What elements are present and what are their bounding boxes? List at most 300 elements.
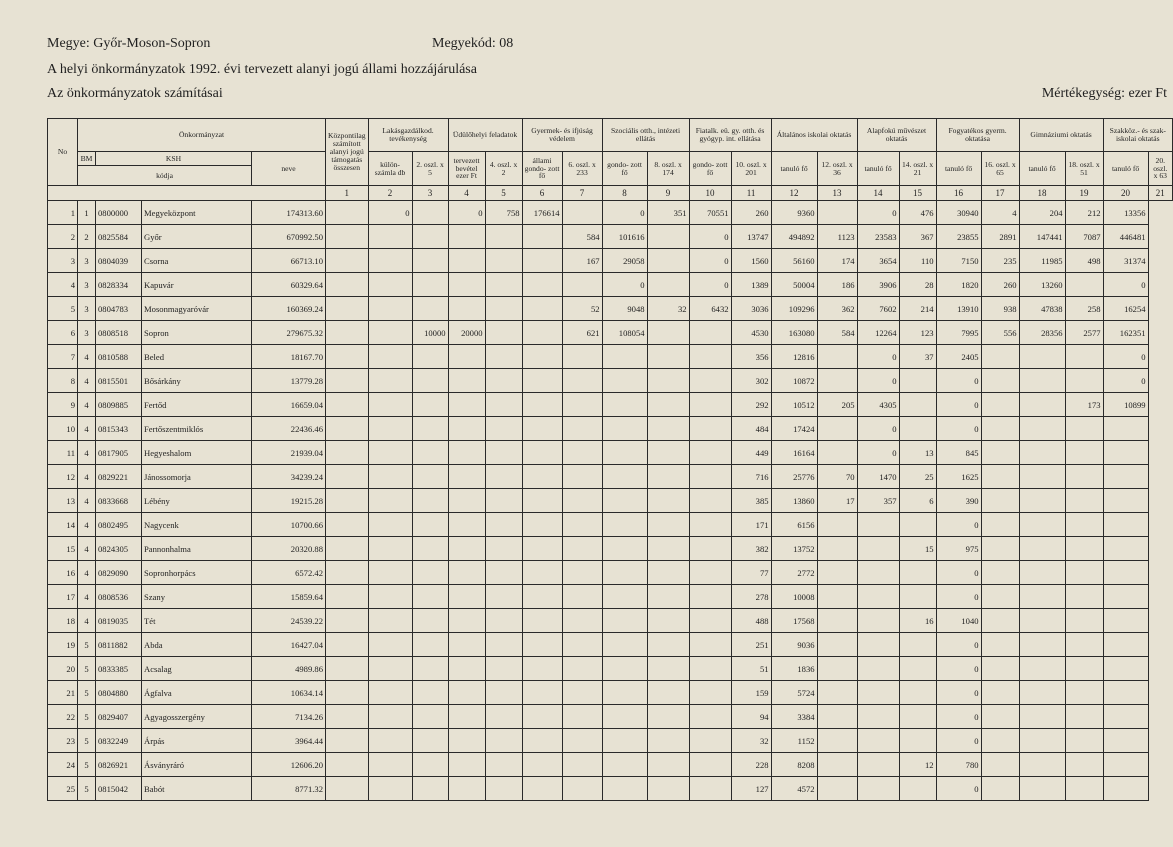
value-cell <box>562 345 602 369</box>
value-cell <box>1019 729 1065 753</box>
value-cell: 7087 <box>1065 225 1103 249</box>
subheader-cell: tervezett bevétel ezer Ft <box>448 152 485 186</box>
value-cell: 13779.28 <box>252 369 326 393</box>
value-cell: 13356 <box>1103 201 1148 225</box>
value-cell <box>326 681 369 705</box>
value-cell: 0 <box>1103 273 1148 297</box>
value-cell: 0 <box>857 345 899 369</box>
value-cell: 70 <box>817 465 857 489</box>
value-cell <box>1065 729 1103 753</box>
value-cell <box>981 465 1019 489</box>
value-cell <box>981 753 1019 777</box>
value-cell <box>1065 369 1103 393</box>
ksh-code: 0815042 <box>96 777 142 801</box>
value-cell <box>326 393 369 417</box>
value-cell: 16 <box>899 609 936 633</box>
value-cell <box>412 465 448 489</box>
value-cell: 3384 <box>771 705 817 729</box>
value-cell <box>857 537 899 561</box>
value-cell <box>602 705 647 729</box>
value-cell: 1836 <box>771 657 817 681</box>
value-cell: 70551 <box>689 201 731 225</box>
column-number-row <box>48 186 1173 201</box>
header-lakas: Lakásgazdálkod. tevékenység <box>368 119 448 152</box>
value-cell <box>817 657 857 681</box>
value-cell <box>368 561 412 585</box>
value-cell <box>647 393 689 417</box>
value-cell <box>485 321 522 345</box>
ksh-code: 0809885 <box>96 393 142 417</box>
value-cell <box>647 561 689 585</box>
value-cell: 29058 <box>602 249 647 273</box>
value-cell <box>1065 537 1103 561</box>
value-cell: 22436.46 <box>252 417 326 441</box>
value-cell <box>448 585 485 609</box>
value-cell: 390 <box>936 489 981 513</box>
municipality-name: Nagycenk <box>142 513 252 537</box>
value-cell: 0 <box>857 441 899 465</box>
subheader-cell: állami gondo- zott fő <box>522 152 562 186</box>
row-number: 13 <box>48 489 78 513</box>
value-cell: 127 <box>731 777 771 801</box>
value-cell <box>817 609 857 633</box>
row-number: 11 <box>48 441 78 465</box>
value-cell <box>1065 681 1103 705</box>
value-cell <box>562 537 602 561</box>
row-number: 9 <box>48 393 78 417</box>
value-cell <box>485 681 522 705</box>
value-cell <box>1019 561 1065 585</box>
value-cell <box>1065 489 1103 513</box>
ksh-code: 0817905 <box>96 441 142 465</box>
row-number: 18 <box>48 609 78 633</box>
value-cell <box>1065 633 1103 657</box>
value-cell: 0 <box>936 657 981 681</box>
value-cell <box>448 561 485 585</box>
value-cell: 3654 <box>857 249 899 273</box>
value-cell <box>412 273 448 297</box>
bm-code: 3 <box>78 297 96 321</box>
value-cell: 10899 <box>1103 393 1148 417</box>
value-cell <box>647 417 689 441</box>
value-cell <box>1103 681 1148 705</box>
value-cell: 174313.60 <box>252 201 326 225</box>
value-cell <box>485 345 522 369</box>
value-cell <box>562 705 602 729</box>
value-cell <box>562 273 602 297</box>
value-cell: 0 <box>857 369 899 393</box>
bm-code: 4 <box>78 345 96 369</box>
value-cell <box>522 417 562 441</box>
bm-code: 5 <box>78 729 96 753</box>
value-cell <box>368 297 412 321</box>
ksh-code: 0804039 <box>96 249 142 273</box>
value-cell: 356 <box>731 345 771 369</box>
value-cell <box>326 369 369 393</box>
value-cell <box>522 609 562 633</box>
value-cell <box>562 681 602 705</box>
value-cell <box>485 369 522 393</box>
value-cell <box>602 609 647 633</box>
value-cell: 228 <box>731 753 771 777</box>
value-cell <box>326 705 369 729</box>
table-row <box>48 537 1173 561</box>
value-cell: 47838 <box>1019 297 1065 321</box>
bm-code: 4 <box>78 441 96 465</box>
value-cell: 11985 <box>1019 249 1065 273</box>
value-cell: 123 <box>899 321 936 345</box>
value-cell: 12816 <box>771 345 817 369</box>
value-cell <box>368 393 412 417</box>
value-cell <box>1065 465 1103 489</box>
value-cell <box>689 465 731 489</box>
value-cell: 9048 <box>602 297 647 321</box>
value-cell <box>899 633 936 657</box>
value-cell: 13910 <box>936 297 981 321</box>
value-cell <box>857 513 899 537</box>
value-cell <box>689 321 731 345</box>
value-cell: 351 <box>647 201 689 225</box>
column-number: 2 <box>368 186 412 201</box>
value-cell: 498 <box>1065 249 1103 273</box>
value-cell <box>1019 465 1065 489</box>
ksh-code: 0825584 <box>96 225 142 249</box>
value-cell <box>689 537 731 561</box>
value-cell <box>326 609 369 633</box>
value-cell: 1560 <box>731 249 771 273</box>
row-number: 5 <box>48 297 78 321</box>
value-cell <box>981 393 1019 417</box>
value-cell: 6 <box>899 489 936 513</box>
value-cell: 7134.26 <box>252 705 326 729</box>
value-cell <box>485 753 522 777</box>
value-cell <box>412 225 448 249</box>
value-cell <box>522 369 562 393</box>
value-cell: 382 <box>731 537 771 561</box>
value-cell <box>689 345 731 369</box>
value-cell: 77 <box>731 561 771 585</box>
value-cell <box>817 417 857 441</box>
value-cell <box>1065 417 1103 441</box>
value-cell <box>647 681 689 705</box>
value-cell: 0 <box>368 201 412 225</box>
value-cell: 50004 <box>771 273 817 297</box>
value-cell: 4305 <box>857 393 899 417</box>
value-cell: 1470 <box>857 465 899 489</box>
ksh-code: 0804880 <box>96 681 142 705</box>
header-gyermek: Gyermek- és ifjúság védelem <box>522 119 602 152</box>
subheader-cell: gondo- zott fő <box>689 152 731 186</box>
value-cell <box>562 369 602 393</box>
value-cell <box>899 369 936 393</box>
value-cell: 21939.04 <box>252 441 326 465</box>
table-row <box>48 729 1173 753</box>
value-cell <box>326 345 369 369</box>
bm-code: 3 <box>78 249 96 273</box>
value-cell: 18167.70 <box>252 345 326 369</box>
value-cell <box>522 681 562 705</box>
value-cell <box>485 633 522 657</box>
value-cell: 32 <box>731 729 771 753</box>
value-cell: 10700.66 <box>252 513 326 537</box>
value-cell: 205 <box>817 393 857 417</box>
value-cell <box>981 345 1019 369</box>
value-cell <box>1019 513 1065 537</box>
value-cell <box>412 585 448 609</box>
value-cell <box>412 537 448 561</box>
value-cell <box>485 441 522 465</box>
value-cell <box>602 537 647 561</box>
value-cell <box>448 777 485 801</box>
column-number: 7 <box>562 186 602 201</box>
bm-code: 5 <box>78 753 96 777</box>
municipality-name: Pannonhalma <box>142 537 252 561</box>
value-cell: 0 <box>689 249 731 273</box>
value-cell <box>412 561 448 585</box>
value-cell: 0 <box>936 417 981 441</box>
bm-code: 4 <box>78 465 96 489</box>
ksh-code: 0826921 <box>96 753 142 777</box>
value-cell <box>412 513 448 537</box>
value-cell <box>647 705 689 729</box>
value-cell <box>689 681 731 705</box>
value-cell <box>1103 585 1148 609</box>
value-cell: 7150 <box>936 249 981 273</box>
value-cell <box>981 681 1019 705</box>
value-cell: 0 <box>936 393 981 417</box>
value-cell <box>857 633 899 657</box>
value-cell: 4 <box>981 201 1019 225</box>
value-cell: 60329.64 <box>252 273 326 297</box>
header-fogyatekos: Fogyatékos gyerm. oktatása <box>936 119 1019 152</box>
value-cell <box>647 441 689 465</box>
table-row <box>48 753 1173 777</box>
bm-code: 5 <box>78 681 96 705</box>
bm-code: 5 <box>78 777 96 801</box>
bm-code: 4 <box>78 417 96 441</box>
value-cell: 7602 <box>857 297 899 321</box>
value-cell <box>1019 393 1065 417</box>
value-cell: 212 <box>1065 201 1103 225</box>
value-cell: 214 <box>899 297 936 321</box>
value-cell <box>485 465 522 489</box>
value-cell <box>899 393 936 417</box>
value-cell: 16164 <box>771 441 817 465</box>
value-cell: 17424 <box>771 417 817 441</box>
value-cell <box>647 753 689 777</box>
value-cell: 16427.04 <box>252 633 326 657</box>
value-cell: 0 <box>936 777 981 801</box>
value-cell <box>1065 777 1103 801</box>
column-number: 20 <box>1103 186 1148 201</box>
value-cell <box>326 465 369 489</box>
column-number: 15 <box>899 186 936 201</box>
subheader-cell: 4. oszl. x 2 <box>485 152 522 186</box>
row-number: 7 <box>48 345 78 369</box>
ksh-code: 0833385 <box>96 657 142 681</box>
value-cell <box>562 465 602 489</box>
value-cell <box>562 417 602 441</box>
value-cell: 0 <box>448 201 485 225</box>
table-body <box>48 201 1173 801</box>
value-cell <box>522 273 562 297</box>
value-cell <box>522 537 562 561</box>
value-cell: 34239.24 <box>252 465 326 489</box>
value-cell: 0 <box>1103 345 1148 369</box>
value-cell <box>1103 633 1148 657</box>
value-cell <box>602 465 647 489</box>
value-cell: 975 <box>936 537 981 561</box>
value-cell: 176614 <box>522 201 562 225</box>
value-cell: 109296 <box>771 297 817 321</box>
value-cell: 24539.22 <box>252 609 326 633</box>
value-cell <box>522 441 562 465</box>
value-cell <box>981 729 1019 753</box>
value-cell: 0 <box>936 513 981 537</box>
column-number: 19 <box>1065 186 1103 201</box>
value-cell: 52 <box>562 297 602 321</box>
value-cell <box>326 777 369 801</box>
value-cell <box>448 297 485 321</box>
subheader-cell: tanuló fő <box>857 152 899 186</box>
value-cell: 758 <box>485 201 522 225</box>
value-cell <box>485 393 522 417</box>
value-cell <box>647 369 689 393</box>
value-cell: 159 <box>731 681 771 705</box>
row-number: 17 <box>48 585 78 609</box>
municipality-name: Ásványráró <box>142 753 252 777</box>
value-cell: 3036 <box>731 297 771 321</box>
subheader-cell: 14. oszl. x 21 <box>899 152 936 186</box>
municipality-name: Árpás <box>142 729 252 753</box>
value-cell: 13 <box>899 441 936 465</box>
value-cell: 10634.14 <box>252 681 326 705</box>
value-cell <box>1019 537 1065 561</box>
value-cell <box>857 681 899 705</box>
value-cell: 9036 <box>771 633 817 657</box>
value-cell: 66713.10 <box>252 249 326 273</box>
value-cell: 20000 <box>448 321 485 345</box>
value-cell <box>817 513 857 537</box>
value-cell <box>326 249 369 273</box>
row-number: 24 <box>48 753 78 777</box>
value-cell <box>1103 777 1148 801</box>
row-number: 10 <box>48 417 78 441</box>
value-cell <box>522 633 562 657</box>
value-cell <box>485 777 522 801</box>
value-cell <box>368 441 412 465</box>
value-cell <box>1103 489 1148 513</box>
value-cell: 8771.32 <box>252 777 326 801</box>
row-number: 16 <box>48 561 78 585</box>
value-cell <box>1019 417 1065 441</box>
value-cell <box>899 729 936 753</box>
value-cell <box>1019 441 1065 465</box>
value-cell <box>1019 753 1065 777</box>
column-number: 4 <box>448 186 485 201</box>
value-cell <box>368 513 412 537</box>
value-cell <box>412 249 448 273</box>
row-number: 12 <box>48 465 78 489</box>
allocation-table <box>47 118 1173 801</box>
row-number: 1 <box>48 201 78 225</box>
value-cell <box>522 321 562 345</box>
ksh-code: 0819035 <box>96 609 142 633</box>
value-cell <box>485 225 522 249</box>
value-cell: 362 <box>817 297 857 321</box>
value-cell <box>899 777 936 801</box>
value-cell: 0 <box>1103 369 1148 393</box>
value-cell <box>1065 585 1103 609</box>
value-cell <box>448 729 485 753</box>
value-cell: 10512 <box>771 393 817 417</box>
header-alapfoku: Alapfokú művészet oktatás <box>857 119 936 152</box>
value-cell <box>448 489 485 513</box>
value-cell <box>602 345 647 369</box>
value-cell <box>817 561 857 585</box>
value-cell <box>412 633 448 657</box>
value-cell <box>817 729 857 753</box>
value-cell: 51 <box>731 657 771 681</box>
value-cell <box>485 729 522 753</box>
value-cell: 385 <box>731 489 771 513</box>
value-cell <box>368 585 412 609</box>
value-cell <box>562 657 602 681</box>
value-cell <box>368 753 412 777</box>
municipality-name: Sopron <box>142 321 252 345</box>
value-cell: 171 <box>731 513 771 537</box>
row-number: 14 <box>48 513 78 537</box>
value-cell <box>857 657 899 681</box>
value-cell <box>1103 753 1148 777</box>
table-row <box>48 345 1173 369</box>
value-cell <box>485 561 522 585</box>
value-cell <box>857 585 899 609</box>
value-cell <box>326 441 369 465</box>
row-number: 20 <box>48 657 78 681</box>
value-cell: 6572.42 <box>252 561 326 585</box>
value-cell <box>448 465 485 489</box>
column-number: 10 <box>689 186 731 201</box>
value-cell: 0 <box>857 201 899 225</box>
value-cell <box>368 633 412 657</box>
ksh-code: 0828334 <box>96 273 142 297</box>
value-cell <box>857 729 899 753</box>
value-cell <box>817 345 857 369</box>
value-cell: 1389 <box>731 273 771 297</box>
value-cell <box>602 417 647 441</box>
value-cell <box>981 585 1019 609</box>
table-row <box>48 777 1173 801</box>
value-cell <box>522 345 562 369</box>
ksh-code: 0815501 <box>96 369 142 393</box>
column-number: 8 <box>602 186 647 201</box>
bm-code: 4 <box>78 393 96 417</box>
value-cell <box>485 249 522 273</box>
value-cell <box>522 705 562 729</box>
value-cell: 0 <box>857 417 899 441</box>
value-cell: 235 <box>981 249 1019 273</box>
value-cell <box>448 609 485 633</box>
value-cell <box>368 489 412 513</box>
ksh-code: 0829090 <box>96 561 142 585</box>
row-number: 25 <box>48 777 78 801</box>
value-cell <box>448 393 485 417</box>
value-cell: 260 <box>981 273 1019 297</box>
value-cell <box>857 753 899 777</box>
value-cell: 10000 <box>412 321 448 345</box>
value-cell <box>368 345 412 369</box>
